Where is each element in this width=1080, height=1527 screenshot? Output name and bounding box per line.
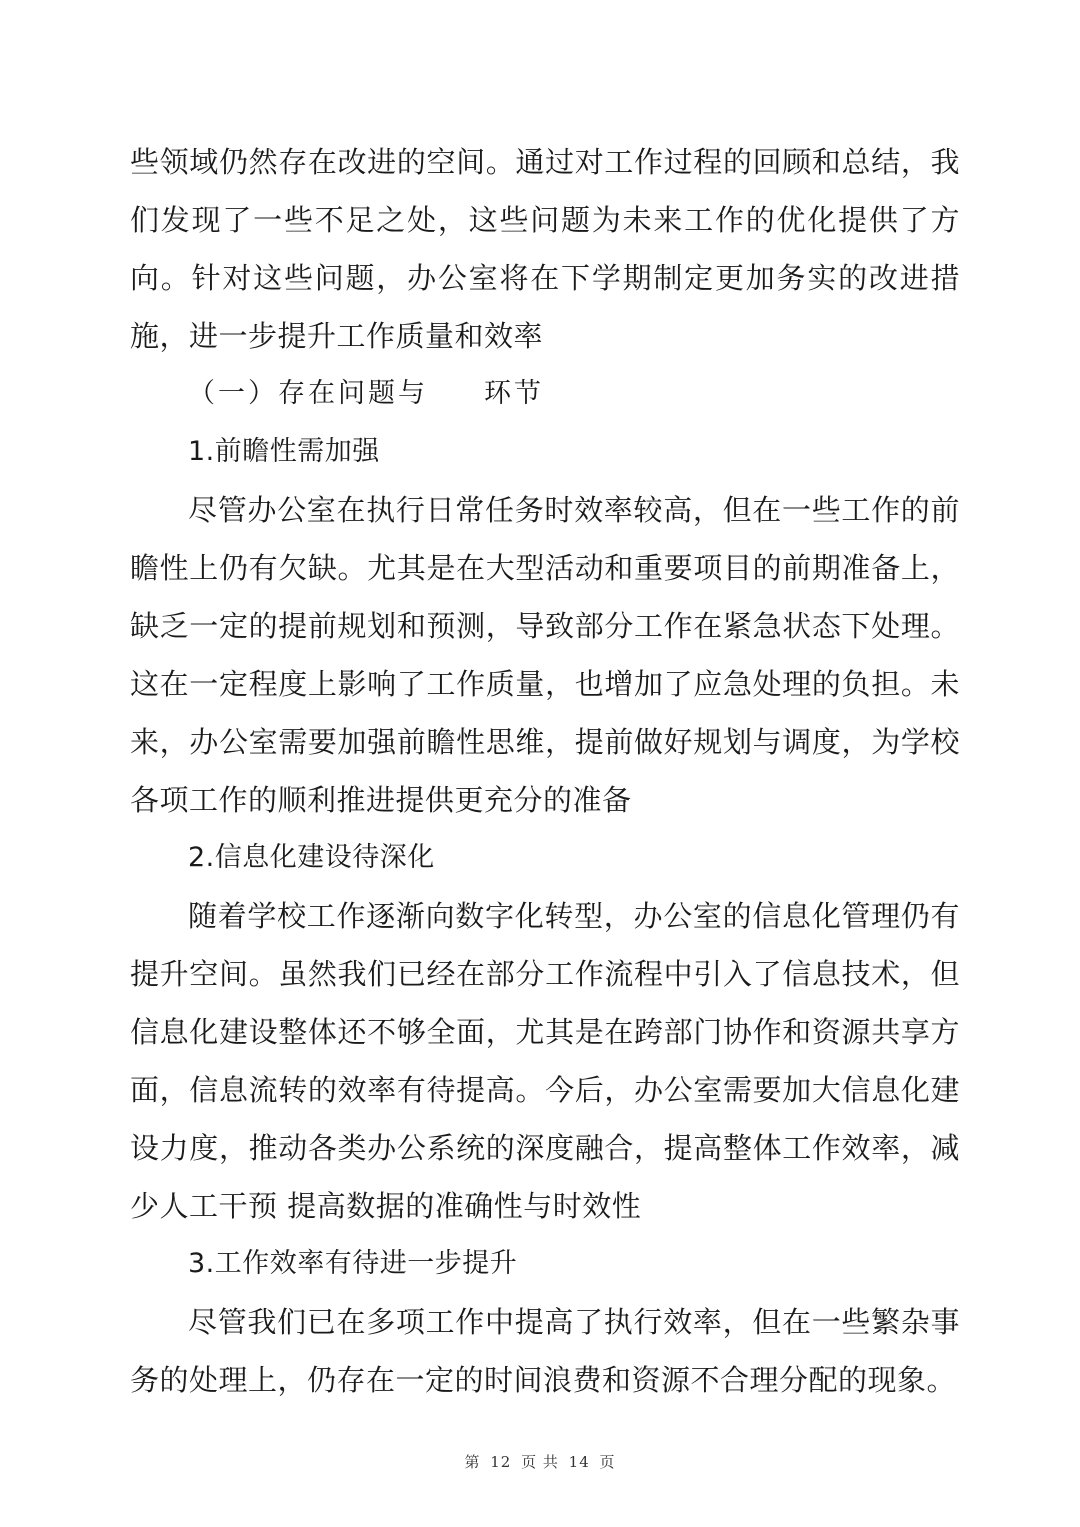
item-body-2: 随着学校工作逐渐向数字化转型，办公室的信息化管理仍有提升空间。虽然我们已经在部分工作流程中引入了信息技术，但信息化建设整体还不够全面，尤其是在跨部门协作和资源共享方面，信息流转的效率有待提高。今后，办公室需要加大信息化建设力度，推动各类办公系统的深度融合，提高整体工作效率，减少人工干预 提高数据的准确性与时效性 bbox=[130, 899, 960, 1223]
item-heading-3: 3.工作效率有待进一步提升 bbox=[188, 1248, 518, 1279]
footer-current-page: 12 bbox=[490, 1453, 512, 1471]
item-heading-2: 2.信息化建设待深化 bbox=[188, 842, 435, 873]
footer-suffix: 页 bbox=[599, 1453, 616, 1471]
footer-prefix: 第 bbox=[464, 1453, 481, 1471]
item-heading-1: 1.前瞻性需加强 bbox=[188, 436, 380, 467]
footer-total-pages: 14 bbox=[568, 1453, 590, 1471]
page-footer bbox=[0, 1452, 1080, 1472]
page-content bbox=[130, 133, 960, 1409]
intro-paragraph: 些领域仍然存在改进的空间。通过对工作过程的回顾和总结，我们发现了一些不足之处，这些问题为未来工作的优化提供了方向。针对这些问题，办公室将在下学期制定更加务实的改进措施，进一步提升工作质量和效率 bbox=[130, 145, 960, 353]
section-heading-part2: 环节 bbox=[484, 378, 544, 409]
section-heading-part1: （一）存在问题与 bbox=[188, 378, 428, 409]
footer-middle: 页 共 bbox=[521, 1453, 559, 1471]
item-body-3: 尽管我们已在多项工作中提高了执行效率，但在一些繁杂事务的处理上，仍存在一定的时间浪费和资源不合理分配的现象。 bbox=[130, 1305, 960, 1397]
section-heading bbox=[130, 365, 960, 423]
item-body-1: 尽管办公室在执行日常任务时效率较高，但在一些工作的前瞻性上仍有欠缺。尤其是在大型活动和重要项目的前期准备上，缺乏一定的提前规划和预测，导致部分工作在紧急状态下处理。这在一定程度上影响了工作质量，也增加了应急处理的负担。未来，办公室需要加强前瞻性思维，提前做好规划与调度，为学校各项工作的顺利推进提供更充分的准备 bbox=[130, 493, 960, 817]
